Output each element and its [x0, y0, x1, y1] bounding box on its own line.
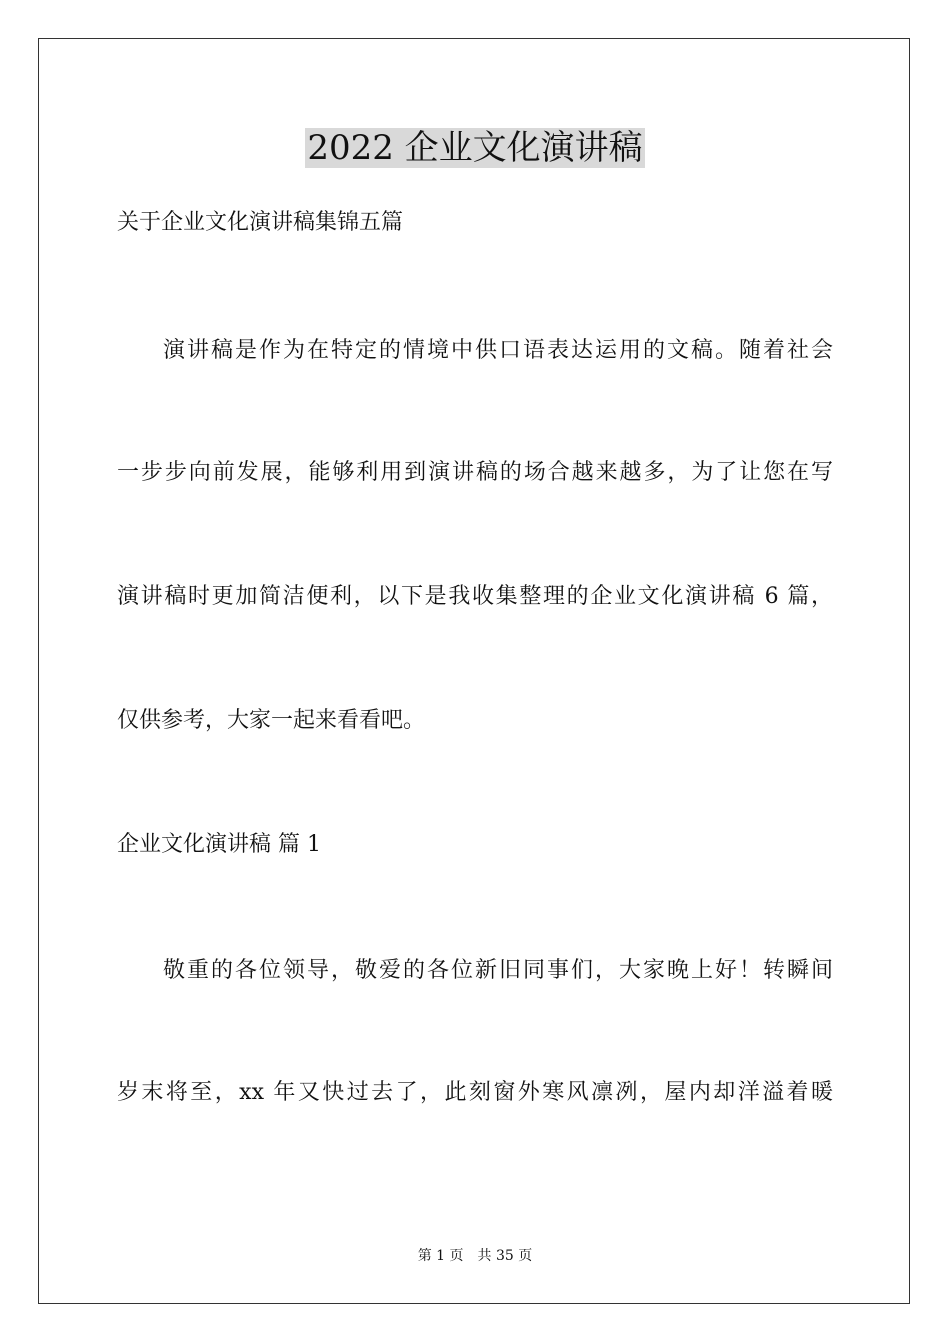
document-title-text: 2022 企业文化演讲稿 — [307, 128, 643, 168]
document-title — [0, 124, 950, 172]
page-footer — [0, 1246, 950, 1266]
intro-line-4: 仅供参考，大家一起来看看吧。 — [117, 708, 426, 733]
body-line-2: 岁末将至，xx 年又快过去了，此刻窗外寒风凛冽，屋内却洋溢着暖 — [117, 1080, 833, 1105]
section-heading: 企业文化演讲稿 篇 1 — [117, 832, 321, 857]
intro-line-3: 演讲稿时更加简洁便利，以下是我收集整理的企业文化演讲稿 6 篇， — [117, 584, 833, 609]
body-line-1: 敬重的各位领导，敬爱的各位新旧同事们，大家晚上好！转瞬间 — [163, 958, 833, 983]
intro-line-2: 一步步向前发展，能够利用到演讲稿的场合越来越多，为了让您在写 — [117, 460, 833, 485]
document-subtitle: 关于企业文化演讲稿集锦五篇 — [117, 210, 404, 235]
page-total: 共 35 页 — [477, 1248, 533, 1264]
intro-line-1: 演讲稿是作为在特定的情境中供口语表达运用的文稿。随着社会 — [163, 338, 833, 363]
page-number: 第 1 页 — [417, 1248, 464, 1264]
